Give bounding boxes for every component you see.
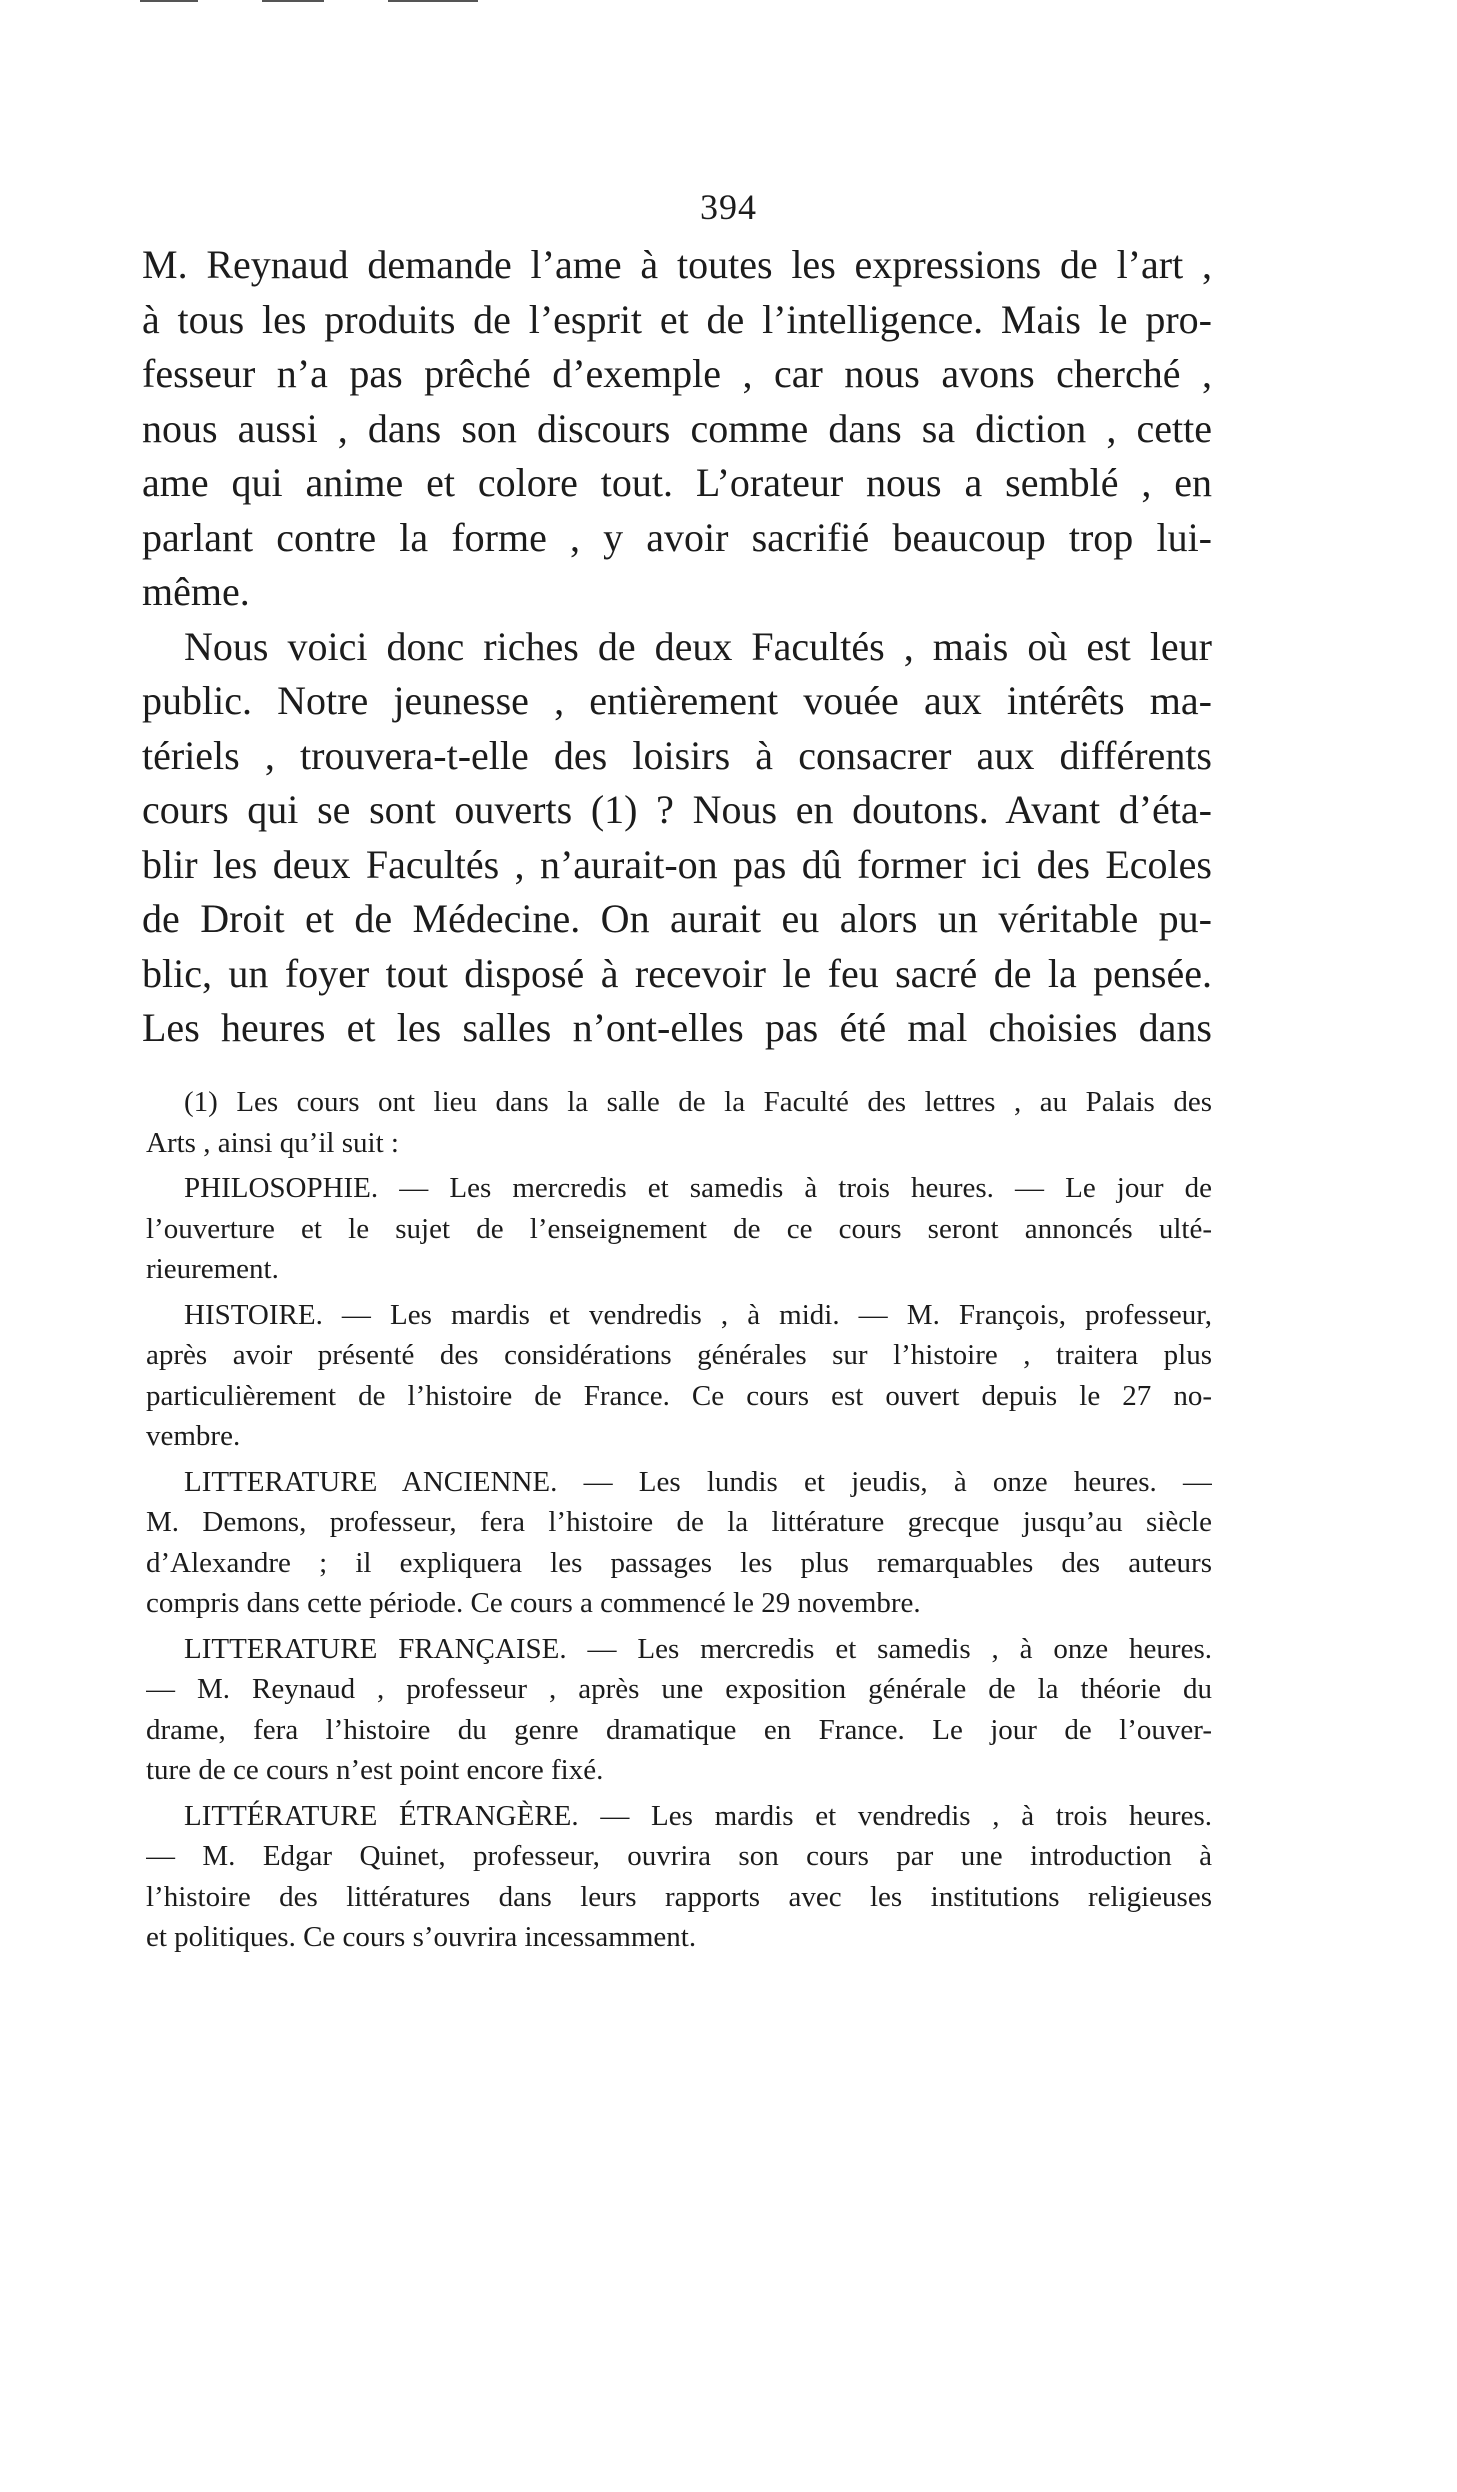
- footnote-line: et politiques. Ce cours s’ouvrira incessamment.: [146, 1921, 697, 1953]
- body-line: blir les deux Facultés , n’aurait-on pas dû former ici des Ecoles: [142, 841, 1212, 887]
- footnote-line: rieurement.: [146, 1253, 279, 1285]
- body-line: fesseur n’a pas prêché d’exemple , car nous avons cherché ,: [142, 351, 1212, 396]
- footnote-block: [146, 1082, 1212, 1958]
- footnote-line: ture de ce cours n’est point encore fixé.: [146, 1754, 604, 1786]
- body-line: cours qui se sont ouverts (1) ? Nous en doutons. Avant d’éta-: [142, 787, 1212, 832]
- body-line: nous aussi , dans son discours comme dans sa diction , cette: [142, 405, 1212, 451]
- body-line: tériels , trouvera-t-elle des loisirs à consacrer aux différents: [142, 732, 1212, 778]
- body-line: public. Notre jeunesse , entièrement vouée aux intérêts ma-: [142, 678, 1212, 723]
- footnote-line: d’Alexandre ; il expliquera les passages les plus remarquables des auteurs: [146, 1546, 1212, 1579]
- footnote-line: LITTERATURE ANCIENNE. — Les lundis et jeudis, à onze heures. —: [184, 1465, 1212, 1498]
- body-line: M. Reynaud demande l’ame à toutes les expressions de l’art ,: [142, 242, 1212, 287]
- footnote-line: après avoir présenté des considérations générales sur l’histoire , traitera plus: [146, 1339, 1212, 1371]
- body-line: Les heures et les salles n’ont-elles pas été mal choisies dans: [142, 1005, 1212, 1050]
- body-text: [142, 238, 1212, 1056]
- footnote-line: l’ouverture et le sujet de l’enseignement de ce cours seront annoncés ulté-: [146, 1212, 1212, 1245]
- top-rule-middle: [262, 0, 324, 2]
- top-rule-left: [140, 0, 198, 2]
- footnote-line: — M. Reynaud , professeur , après une exposition générale de la théorie du: [146, 1673, 1212, 1705]
- footnote-line: PHILOSOPHIE. — Les mercredis et samedis à trois heures. — Le jour de: [184, 1172, 1212, 1204]
- top-rule-right: [388, 0, 478, 2]
- body-line: à tous les produits de l’esprit et de l’intelligence. Mais le pro-: [142, 296, 1212, 342]
- body-line: de Droit et de Médecine. On aurait eu alors un véritable pu-: [142, 896, 1212, 941]
- footnote-line: M. Demons, professeur, fera l’histoire de la littérature grecque jusqu’au siècle: [146, 1506, 1212, 1538]
- footnote-line: particulièrement de l’histoire de France. Ce cours est ouvert depuis le 27 no-: [146, 1379, 1212, 1412]
- body-line: ame qui anime et colore tout. L’orateur nous a semblé , en: [142, 460, 1212, 505]
- footnote-line: drame, fera l’histoire du genre dramatique en France. Le jour de l’ouver-: [146, 1713, 1212, 1746]
- footnote-line: Arts , ainsi qu’il suit :: [146, 1126, 399, 1159]
- page-number: 394: [700, 187, 757, 227]
- body-line: parlant contre la forme , y avoir sacrifié beaucoup trop lui-: [142, 514, 1212, 560]
- body-line: blic, un foyer tout disposé à recevoir le feu sacré de la pensée.: [142, 950, 1212, 996]
- footnote-line: — M. Edgar Quinet, professeur, ouvrira son cours par une introduction à: [146, 1840, 1212, 1872]
- body-line: même.: [142, 569, 250, 614]
- footnote-line: HISTOIRE. — Les mardis et vendredis , à midi. — M. François, professeur,: [184, 1298, 1212, 1331]
- footnote-line: LITTERATURE FRANÇAISE. — Les mercredis et samedis , à onze heures.: [184, 1632, 1212, 1665]
- footnote-line: (1) Les cours ont lieu dans la salle de la Faculté des lettres , au Palais des: [184, 1086, 1212, 1118]
- footnote-line: compris dans cette période. Ce cours a commencé le 29 novembre.: [146, 1587, 921, 1619]
- footnote-line: LITTÉRATURE ÉTRANGÈRE. — Les mardis et vendredis , à trois heures.: [184, 1799, 1212, 1832]
- body-line: Nous voici donc riches de deux Facultés , mais où est leur: [184, 623, 1212, 669]
- footnote-line: vembre.: [146, 1420, 241, 1452]
- footnote-line: l’histoire des littératures dans leurs rapports avec les institutions religieuses: [146, 1880, 1212, 1913]
